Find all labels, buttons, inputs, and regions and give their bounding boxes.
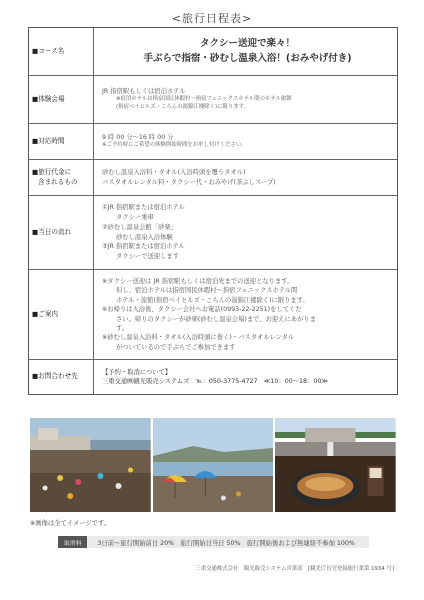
- row-flow: [29, 196, 397, 270]
- photo-strip: [30, 418, 396, 512]
- flow-step-3: ③JR 指宿駅または宿泊ホテル: [102, 243, 185, 251]
- venue-main: JR 指宿駅もしくは宿泊ホテル: [102, 88, 186, 96]
- label-hours: ■対応時間: [29, 124, 94, 159]
- itinerary-table: [28, 27, 398, 395]
- guide-line-8: がついているので手ぶらでご参加できます: [116, 343, 236, 351]
- row-guide: [29, 270, 397, 360]
- guide-line-6: す。: [116, 324, 129, 332]
- flow-step-1: ①JR 指宿駅または宿泊ホテル: [102, 204, 185, 212]
- course-title-line2: 手ぶらで指宿・砂むし温泉入浴！(おみやげ付き): [143, 52, 352, 64]
- beach-umbrellas-photo: [153, 418, 274, 512]
- row-venue: [29, 76, 397, 124]
- page-title: <旅行日程表>: [171, 12, 253, 25]
- contact-details: 三重交通㈱観光販売システムズ ℡：050-3775-4727 ≪10：00～18：00≫: [102, 378, 328, 385]
- cancellation-text: 3日前～旅行開始前日 20% 旅行開始日当日 50% 旅行開始後および無連絡不参加 100%: [97, 539, 355, 547]
- flow-step-2: ②砂むし温泉会館「砂楽」: [102, 223, 177, 231]
- label-included: ■旅行代金に 含まれるもの: [29, 160, 94, 195]
- flow-step-2-detail: 砂むし温泉入浴体験: [116, 233, 173, 241]
- included-line-1: 砂むし温泉入浴料・タオル(入浴時頭を覆うタオル): [102, 169, 246, 177]
- row-included: [29, 160, 397, 196]
- row-contact: [29, 360, 397, 394]
- hours-main: 9 時 00 分～16 時 00 分: [102, 134, 174, 142]
- company-footer: 三重交通株式会社 観光販売システム営業部 [観光庁長官登録旅行業第 1934 号]: [195, 566, 394, 572]
- label-guide: ■ご案内: [29, 270, 94, 359]
- venue-note-1: ※宿泊ホテルは指宿国民休暇村～指宿フェニックスホテル間のホテル旅館: [116, 96, 292, 103]
- guide-line-1: ※タクシー送迎は JR 指宿駅もしくは宿泊先までの送迎となります。: [102, 277, 294, 285]
- label-course: ■コース名: [29, 28, 94, 75]
- contact-heading: 【予約・取消について】: [102, 368, 172, 376]
- cancellation-label: 取消料: [58, 536, 87, 548]
- row-hours: [29, 124, 397, 160]
- cancellation-fee-bar: [58, 536, 369, 548]
- row-course: [29, 28, 397, 76]
- label-venue: ■体験会場: [29, 76, 94, 123]
- label-flow: ■当日の流れ: [29, 196, 94, 269]
- venue-note-2: (指宿ベイヒルズ・こらんの湯錦江楼除く)に限ります。: [116, 104, 249, 111]
- hours-note: ※ご予約時にご希望の体験開始時間をお申し付けください。: [102, 142, 247, 149]
- guide-line-2: 但し、宿泊ホテルは指宿国民休暇村～指宿フェニックスホテル間: [116, 287, 298, 295]
- flow-step-3-detail: タクシーで送迎します: [116, 253, 179, 260]
- image-disclaimer: ※画像は全てイメージです。: [30, 520, 111, 527]
- beach-sand-bath-photo: [30, 418, 151, 512]
- guide-line-4: ※お帰りは入浴後、タクシー会社へお電話(0993-22-2251)をしてくだ: [102, 306, 302, 314]
- sand-bath-hall-and-soup-photo: [275, 418, 396, 512]
- flow-step-1-detail: タクシー乗車: [116, 214, 154, 221]
- included-line-2: バスタオルレンタル料・タクシー代・おみやげ(茶ぶしスープ): [102, 178, 276, 186]
- guide-line-3: ホテル・旅館(指宿ベイヒルズ・こらんの湯錦江楼除く)に限ります。: [116, 296, 309, 304]
- course-title-line1: タクシー送迎で楽々！: [199, 38, 295, 50]
- label-contact: ■お問合わせ先: [29, 360, 94, 394]
- guide-line-7: ※砂むし温泉入浴料・タオル(入浴時頭に巻く)・バスタオルレンタル: [102, 334, 295, 342]
- guide-line-5: さい。帰りのタクシーが砂楽(砂むし温泉会場)まで、お迎えにあがりま: [116, 315, 316, 323]
